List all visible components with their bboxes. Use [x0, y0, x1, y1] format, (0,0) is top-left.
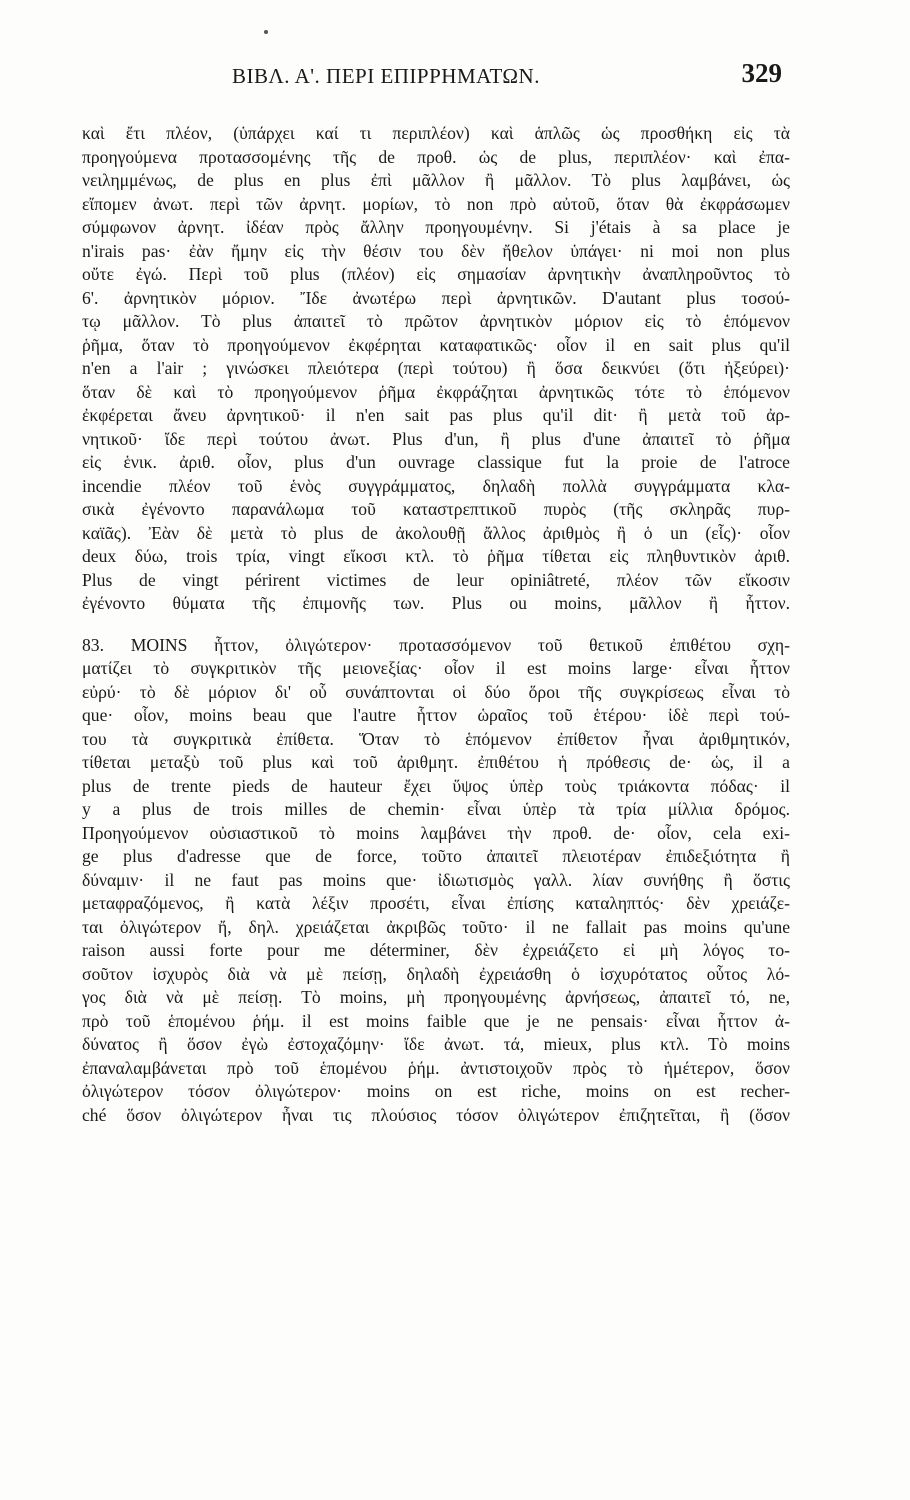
text-line: εὐρύ· τὸ δὲ μόριον δι' οὗ συνάπτονται οἱ δύο ὅροι τῆς συγκρίσεως εἶναι τὸ: [82, 681, 790, 702]
text-line: σύμφωνον ἀρνητ. ἰδέαν πρὸς ἄλλην προηγουμένην. Si j'étais à sa place je: [82, 217, 790, 237]
text-line: n'en a l'air ; γινώσκει πλειότερα (περὶ τούτου) ἢ ὅσα δεικνύει (ὅτι ἠξεύρει)·: [82, 358, 790, 378]
paragraph-plus: [82, 122, 790, 616]
body-text: [82, 122, 790, 1127]
text-line: deux δύω, trois τρία, vingt εἴκοσι κτλ. τὸ ῥῆμα τίθεται εἰς πληθυντικὸν ἀριθ.: [82, 546, 790, 566]
text-line: τίθεται μεταξὺ τοῦ plus καὶ τοῦ ἀριθμητ. ἐπιθέτου ἡ πρόθεσις de· ὡς, il a: [82, 752, 790, 772]
paragraph-gap: [82, 616, 790, 634]
paragraph-moins: [82, 634, 790, 1128]
text-line: τῳ μᾶλλον. Τὸ plus ἀπαιτεῖ τὸ πρῶτον ἀρνητικὸν μόριον εἰς τὸ ἑπόμενον: [82, 311, 790, 331]
text-line: 83. MOINS ἧττον, ὀλιγώτερον· προτασσόμενον τοῦ θετικοῦ ἐπιθέτου σχη-: [82, 634, 790, 655]
text-line: ἐπαναλαμβάνεται πρὸ τοῦ ἑπομένου ῥήμ. ἀντιστοιχοῦν πρὸς τὸ ἡμέτερον, ὅσον: [82, 1057, 790, 1078]
text-line: εἴπομεν ἀνωτ. περὶ τῶν ἀρνητ. μορίων, τὸ non πρὸ αὐτοῦ, ὅταν θὰ ἐκφράσωμεν: [82, 193, 790, 214]
text-line: καϊᾶς). Ἐὰν δὲ μετὰ τὸ plus de ἀκολουθῇ ἄλλος ἀριθμὸς ἢ ὁ un (εἷς)· οἷον: [82, 522, 790, 543]
text-line: σοῦτον ἰσχυρὸς διὰ νὰ μὲ πείσῃ, δηλαδὴ ἐχρειάσθη ὁ ἰσχυρότατος οὗτος λό-: [82, 963, 790, 984]
text-line: Προηγούμενον οὐσιαστικοῦ τὸ moins λαμβάνει τὴν προθ. de· οἷον, cela exi-: [82, 822, 790, 843]
page-header: [82, 58, 782, 98]
text-line: ματίζει τὸ συγκριτικὸν τῆς μειονεξίας· οἷον il est moins large· εἶναι ἧττον: [82, 658, 790, 678]
text-line: ge plus d'adresse que de force, τοῦτο ἀπαιτεῖ πλειοτέραν ἐπιδεξιότητα ἢ: [82, 846, 790, 866]
page-speck: [264, 30, 268, 34]
text-line: ὀλιγώτερον τόσον ὀλιγώτερον· moins on est riche, moins on est recher-: [82, 1081, 790, 1101]
text-line: νητικοῦ· ἴδε περὶ τούτου ἀνωτ. Plus d'un, ἢ plus d'une ἀπαιτεῖ τὸ ῥῆμα: [82, 428, 790, 449]
text-line: ται ὀλιγώτερον ἤ, δηλ. χρειάζεται ἀκριβῶς τοῦτο· il ne fallait pas moins qu'une: [82, 916, 790, 937]
text-line: δύναμιν· il ne faut pas moins que· ἰδιωτισμὸς γαλλ. λίαν συνήθης ἢ ὅστις: [82, 869, 790, 890]
text-line: n'irais pas· ἐὰν ἤμην εἰς τὴν θέσιν του δὲν ἤθελον ὑπάγει· ni moi non plus: [82, 240, 790, 261]
text-line: raison aussi forte pour me déterminer, δὲν ἐχρειάζετο εἰ μὴ λόγος το-: [82, 940, 790, 960]
text-line: δύνατος ἢ ὅσον ἐγὼ ἐστοχαζόμην· ἴδε ἀνωτ. τά, mieux, plus κτλ. Τὸ moins: [82, 1034, 790, 1054]
text-line: que· οἷον, moins beau que l'autre ἧττον ὡραῖος τοῦ ἑτέρου· ἰδὲ περὶ τού-: [82, 705, 790, 725]
text-line: y a plus de trois milles de chemin· εἶναι ὑπὲρ τὰ τρία μίλλια δρόμος.: [82, 799, 790, 819]
text-line: εἰς ἑνικ. ἀριθ. οἷον, plus d'un ouvrage classique fut la proie de l'atroce: [82, 452, 790, 472]
text-line: ché ὅσον ὀλιγώτερον ἦναι τις πλούσιος τόσον ὀλιγώτερον ἐπιζητεῖται, ἢ (ὅσον: [82, 1104, 790, 1125]
text-line: μεταφραζόμενος, ἢ κατὰ λέξιν προσέτι, εἶναι ἐπίσης καταληπτός· δὲν χρειάζε-: [82, 893, 790, 913]
text-line: γος διὰ νὰ μὲ πείσῃ. Τὸ moins, μὴ προηγουμένης ἀρνήσεως, ἀπαιτεῖ τό, ne,: [82, 987, 790, 1007]
text-line: πρὸ τοῦ ἑπομένου ῥήμ. il est moins faible que je ne pensais· εἶναι ἧττον ἀ-: [82, 1010, 790, 1031]
text-line: ἐγένοντο θύματα τῆς ἐπιμονῆς των. Plus ou moins, μᾶλλον ἢ ἧττον.: [82, 593, 790, 613]
page-number: 329: [741, 58, 782, 88]
text-line: ὅταν δὲ καὶ τὸ προηγούμενον ῥῆμα ἐκφράζηται ἀρνητικῶς τότε τὸ ἑπόμενον: [82, 381, 790, 402]
text-line: incendie πλέον τοῦ ἑνὸς συγγράμματος, δηλαδὴ πολλὰ συγγράμματα κλα-: [82, 475, 790, 496]
text-line: σικὰ ἐγένοντο παρανάλωμα τοῦ καταστρεπτικοῦ πυρὸς (τῆς σκληρᾶς πυρ-: [82, 499, 790, 519]
text-line: προηγούμενα προτασσομένης τῆς de προθ. ὡς de plus, περιπλέον· καὶ ἐπα-: [82, 146, 790, 167]
text-line: Plus de vingt périrent victimes de leur opiniâtreté, πλέον τῶν εἴκοσιν: [82, 569, 790, 590]
text-line: ῥῆμα, ὅταν τὸ προηγούμενον ἐκφέρηται καταφατικῶς· οἷον il en sait plus qu'il: [82, 334, 790, 355]
text-line: νειλημμένως, de plus en plus ἐπὶ μᾶλλον ἢ μᾶλλον. Τὸ plus λαμβάνει, ὡς: [82, 170, 790, 190]
text-line: οὔτε ἐγώ. Περὶ τοῦ plus (πλέον) εἰς σημασίαν ἀρνητικὴν ἀναπληροῦντος τὸ: [82, 264, 790, 284]
text-line: 6'. ἀρνητικὸν μόριον. Ἴδε ἀνωτέρω περὶ ἀρνητικῶν. D'autant plus τοσού-: [82, 287, 790, 308]
running-title: ΒΙΒΛ. Α'. ΠΕΡΙ ΕΠΙΡΡΗΜΑΤΩΝ.: [232, 64, 540, 88]
text-line: plus de trente pieds de hauteur ἔχει ὕψος ὑπὲρ τοὺς τριάκοντα πόδας· il: [82, 775, 790, 796]
text-line: καὶ ἔτι πλέον, (ὑπάρχει καί τι περιπλέον) καὶ ἁπλῶς ὡς προσθήκη εἰς τὰ: [82, 123, 790, 143]
text-line: του τὰ συγκριτικὰ ἐπίθετα. Ὅταν τὸ ἑπόμενον ἐπίθετον ἦναι ἀριθμητικόν,: [82, 728, 790, 749]
text-line: ἐκφέρεται ἄνευ ἀρνητικοῦ· il n'en sait pas plus qu'il dit· ἢ μετὰ τοῦ ἀρ-: [82, 405, 790, 425]
